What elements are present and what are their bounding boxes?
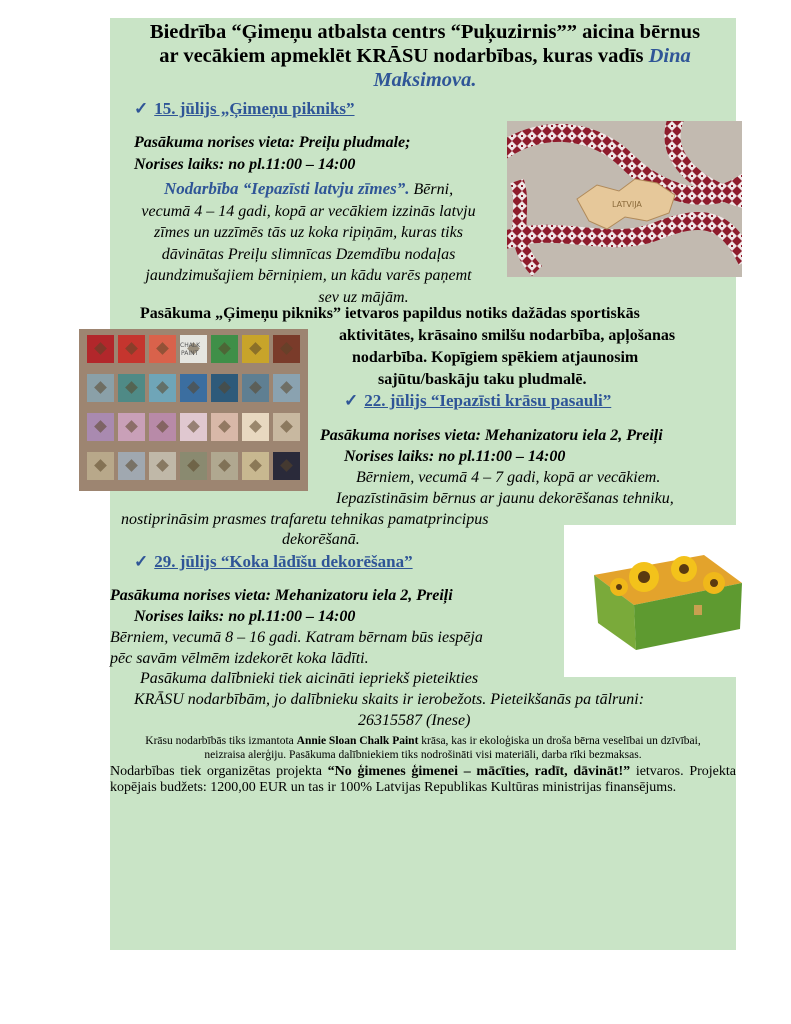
event1-venue: Pasākuma norises vieta: Preiļu pludmale; <box>134 134 411 151</box>
checkmark-icon: ✓ <box>134 99 149 118</box>
event1-heading-text: 15. jūlijs „Ģimeņu pikniks” <box>154 99 355 118</box>
event3-heading <box>134 552 413 572</box>
project-name: “No ģimenes ģimenei – mācīties, radīt, dāvināt!” <box>327 764 631 779</box>
note-text: krāsa, kas ir ekoloģiska un droša bērna veselībai un dzīvībai, <box>418 735 701 747</box>
note-text: neizraisa alerģiju. Pasākuma dalībniekiem tiks nodrošināti visi materiāli, darba rīki bezmaksas. <box>204 749 642 761</box>
event1-activity <box>116 178 501 308</box>
event1-activity-line: Bērni, <box>413 181 454 198</box>
title-line-2: ar vecākiem apmeklēt KRĀSU nodarbības, kuras vadīs <box>159 45 649 67</box>
page-title <box>110 20 740 92</box>
event2-heading-text: 22. jūlijs “Iepazīsti krāsu pasauli” <box>364 391 612 410</box>
event3-phone: 26315587 (Inese) <box>358 712 471 729</box>
leader-last-name: Maksimova. <box>373 69 477 91</box>
event1-activity-line: zīmes un uzzīmēs tās uz koka ripiņām, kuras tiks <box>154 224 463 241</box>
event1-activity-line: dāvinātas Preiļu slimnīcas Dzemdību nodaļas <box>161 245 456 263</box>
chalk-paint-label: CHALK <box>180 342 201 349</box>
footer-text: Nodarbības tiek organizētas projekta <box>110 764 328 779</box>
event3-time: Norises laiks: no pl.11:00 – 14:00 <box>134 608 356 625</box>
event2-text: dekorēšanā. <box>282 531 360 548</box>
materials-note <box>110 734 736 762</box>
sunflower-box-illustration <box>564 525 744 677</box>
event3-text: pēc savām vēlmēm izdekorēt koka lādīti. <box>110 650 369 667</box>
event1-activity-title: Nodarbība “Iepazīsti latvju zīmes”. <box>163 179 410 198</box>
checkmark-icon: ✓ <box>134 552 149 571</box>
event2-venue: Pasākuma norises vieta: Mehanizatoru iela 2, Preiļi <box>320 427 663 444</box>
ribbon-illustration <box>507 121 742 277</box>
event2-text: Iepazīstināsim bērnus ar jaunu dekorēšanas tehniku, <box>336 490 674 507</box>
event1-activity-line: sev uz mājām. <box>318 288 409 306</box>
paint-swatch-grid <box>79 329 308 491</box>
event1-extra-line: sajūtu/baskāju taku pludmalē. <box>378 371 587 388</box>
leader-first-name: Dina <box>648 45 691 67</box>
event2-heading <box>344 391 611 411</box>
event3-text: KRĀSU nodarbībām, jo dalībnieku skaits ir ierobežots. Pieteikšanās pa tālruni: <box>134 691 645 708</box>
event3-text: Bērniem, vecumā 8 – 16 gadi. Katram bērnam būs iespēja <box>110 629 483 646</box>
event1-extra-line: Pasākuma „Ģimeņu pikniks” ietvaros papildus notiks dažādas sportiskās <box>140 305 640 322</box>
checkmark-icon: ✓ <box>344 391 359 410</box>
title-line-1: Biedrība “Ģimeņu atbalsta centrs “Puķuzirnis”” aicina bērnus <box>149 21 701 43</box>
chalk-paint-swatches-photo <box>79 329 308 491</box>
event1-activity-line: jaundzimušajiem bērniņiem, un kādu varēs paņemt <box>145 267 472 284</box>
note-text: Krāsu nodarbībās tiks izmantota <box>145 735 297 747</box>
decorated-box-photo <box>564 525 744 677</box>
footer-text: ietvaros. Projekta kopējais budžets: 1200,00 EUR un tas ir 100% Latvijas Republikas Kultūras ministrijas finansējums. <box>110 764 736 795</box>
event1-extra-line: nodarbība. Kopīgiem spēkiem atjaunosim <box>352 349 639 366</box>
event2-text: Bērniem, vecumā 4 – 7 gadi, kopā ar vecākiem. <box>356 469 661 486</box>
event1-activity-line: vecumā 4 – 14 gadi, kopā ar vecākiem izzinās latvju <box>141 202 476 220</box>
latvian-symbols-photo <box>507 121 742 277</box>
latvia-label: LATVIJA <box>612 200 642 209</box>
event2-time: Norises laiks: no pl.11:00 – 14:00 <box>344 448 566 465</box>
chalk-paint-label: PAINT <box>181 350 199 357</box>
event1-heading <box>134 99 355 119</box>
event2-text: nostiprināsim prasmes trafaretu tehnikas pamatprincipus <box>121 511 489 528</box>
event3-venue: Pasākuma norises vieta: Mehanizatoru iela 2, Preiļi <box>110 587 453 604</box>
project-footer <box>110 764 736 796</box>
event3-heading-text: 29. jūlijs “Koka lādīšu dekorēšana” <box>154 552 413 571</box>
event1-time: Norises laiks: no pl.11:00 – 14:00 <box>134 156 356 173</box>
brand-name: Annie Sloan Chalk Paint <box>296 735 419 747</box>
event3-text: Pasākuma dalībnieki tiek aicināti iepriekš pieteikties <box>140 670 479 687</box>
event1-extra-line: aktivitātes, krāsaino smilšu nodarbība, apļošanas <box>339 327 676 344</box>
